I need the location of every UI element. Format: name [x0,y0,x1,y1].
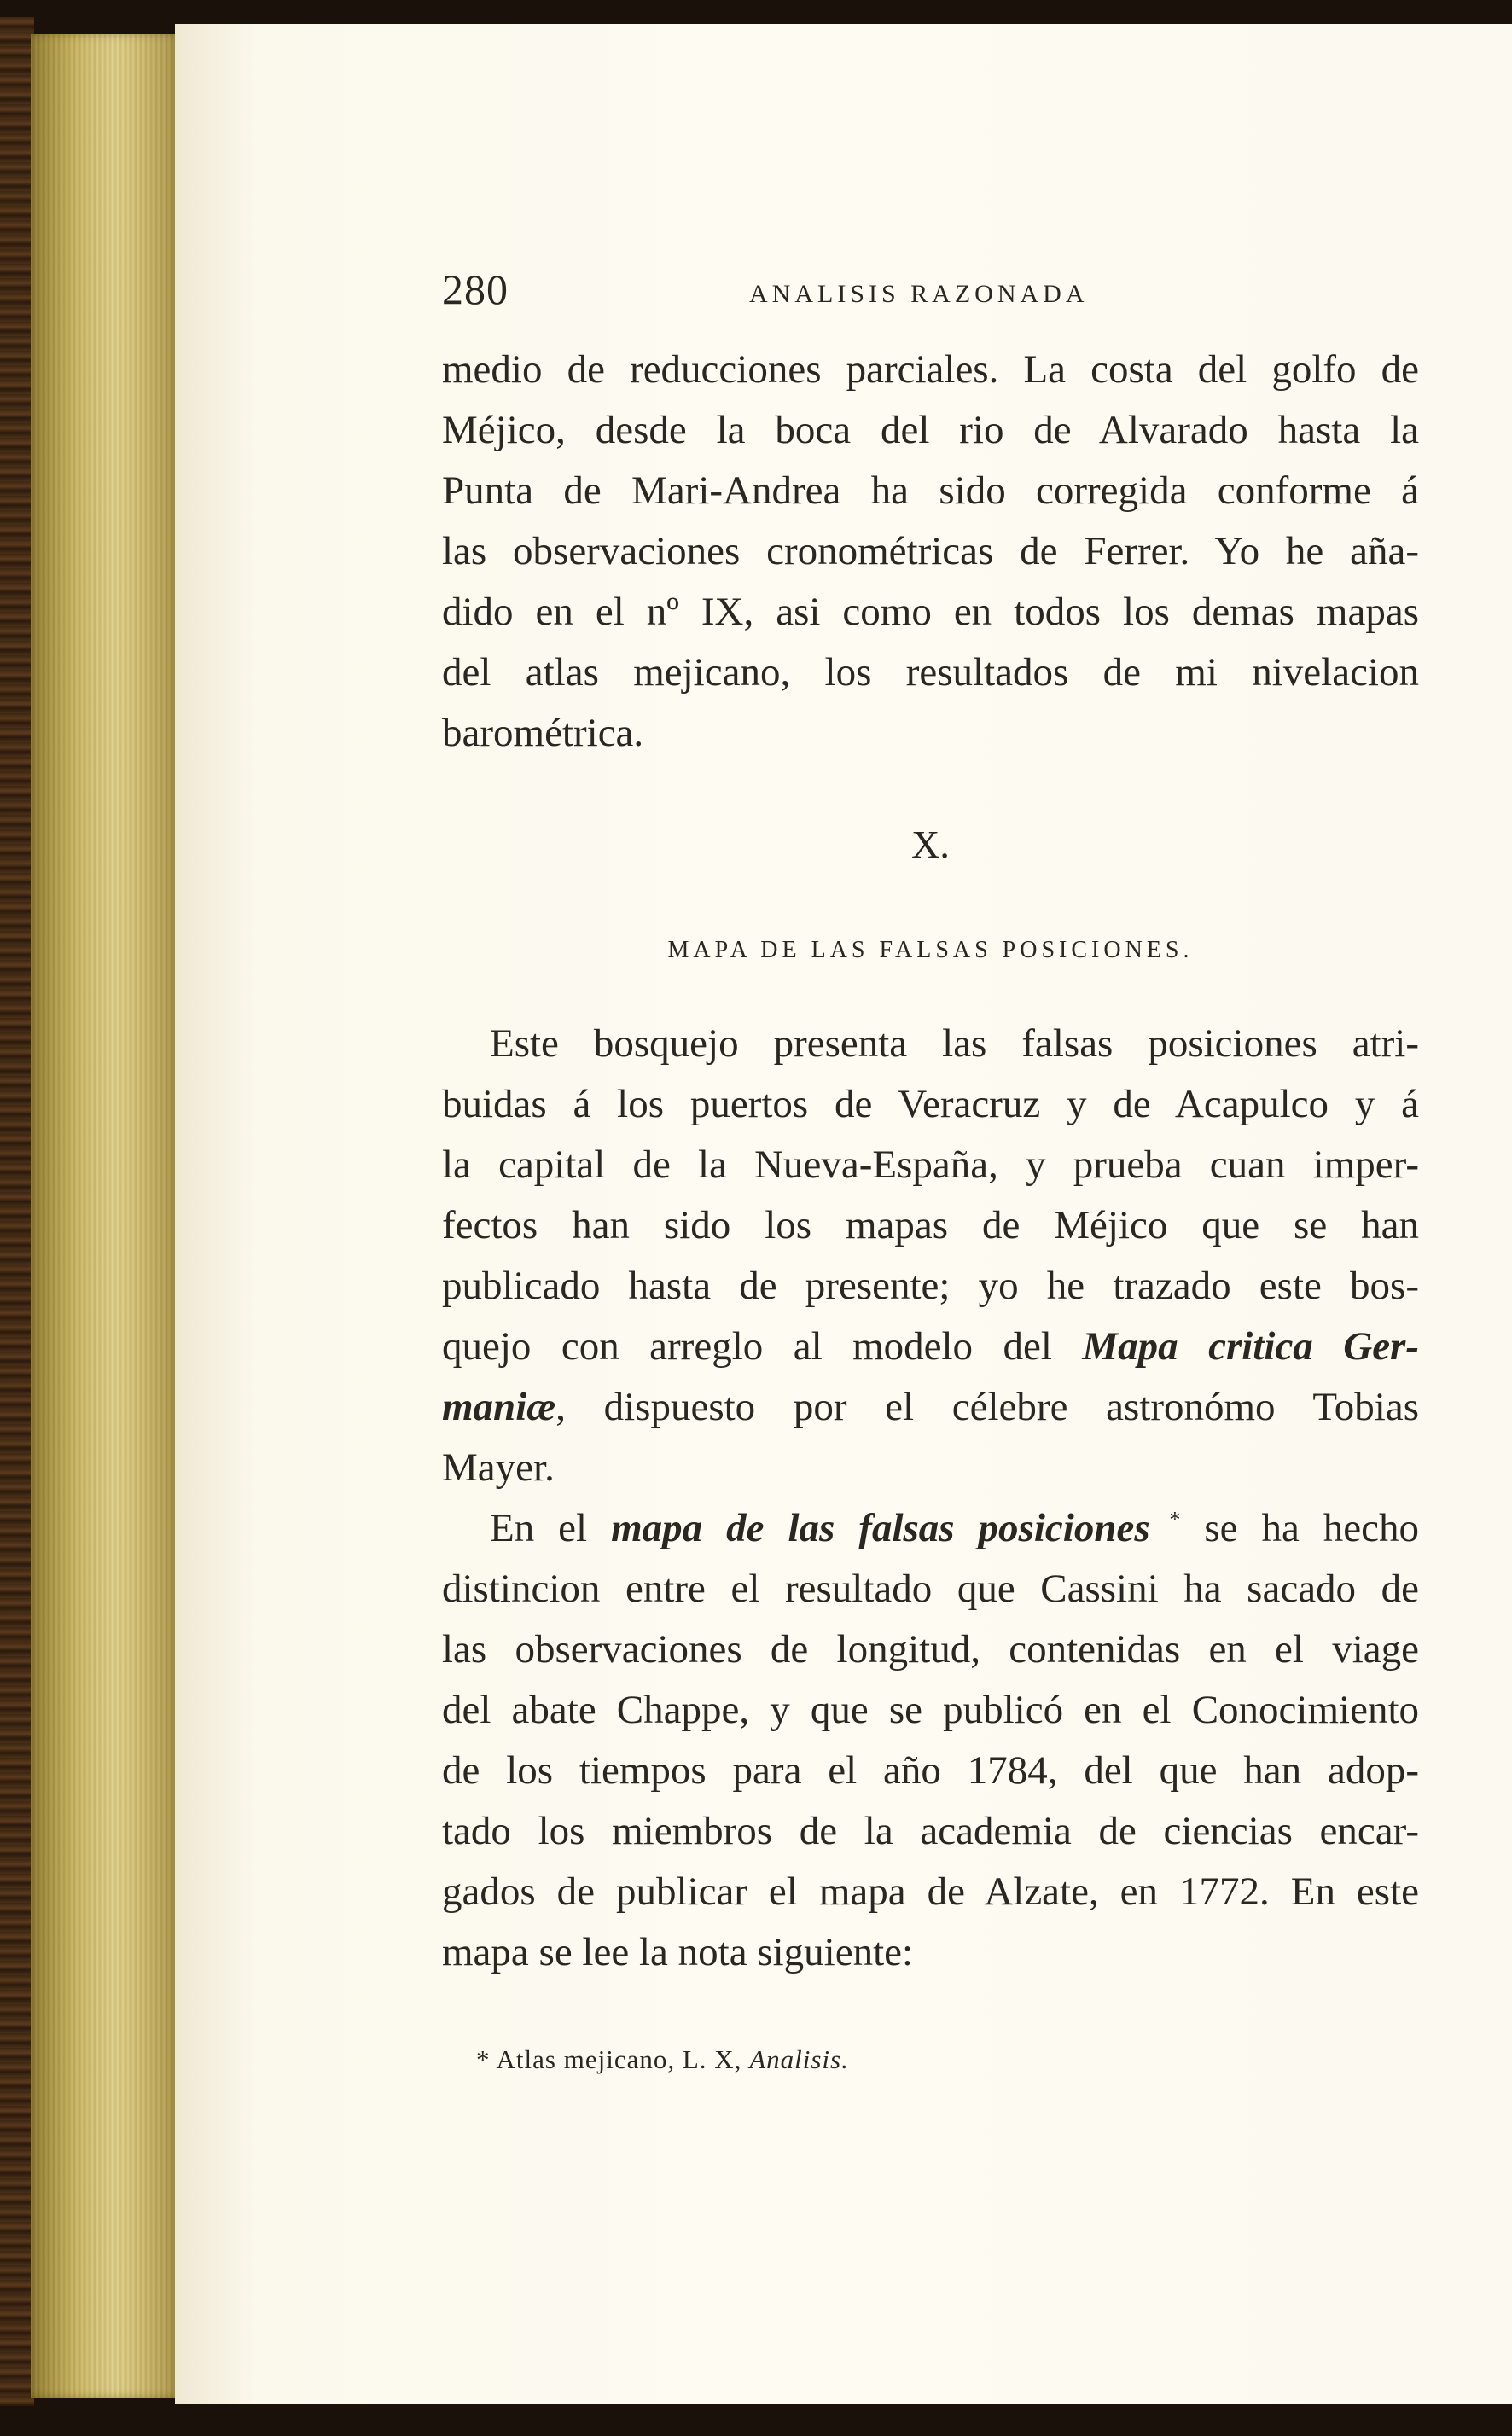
text-run: quejo con arreglo al modelo del [442,1324,1083,1369]
text-line: publicado hasta de presente; yo he trazado este bos- [442,1264,1419,1308]
text-line: tado los miembros de la academia de ciencias encar- [442,1809,1419,1853]
text-line [490,1498,1419,1558]
footnote-mark: * [1149,1507,1181,1532]
footnote-mark: * [476,2044,497,2074]
text-run: , dispuesto por el célebre astronómo Tobias [555,1385,1419,1429]
text-line: distincion entre el resultado que Cassini ha sacado de [442,1567,1419,1611]
footnote-italic: Analisis. [749,2044,849,2074]
text-line: de los tiempos para el año 1784, del que han adop- [442,1748,1419,1793]
text-line: del abate Chappe, y que se publicó en el Conocimiento [442,1688,1419,1732]
text-line: barométrica. [442,711,644,755]
text-line: dido en el nº IX, asi como en todos los demas mapas [442,590,1419,634]
leather-binding [0,17,34,2406]
text-line [442,1377,1419,1437]
text-line: Punta de Mari-Andrea ha sido corregida conforme á [442,468,1419,513]
section-number: X. [911,823,950,866]
book-page [175,24,1512,2404]
text-line: fectos han sido los mapas de Méjico que se han [442,1203,1419,1247]
text-line: mapa se lee la nota siguiente: [442,1930,914,1974]
footnote [476,2044,849,2075]
text-line: gados de publicar el mapa de Alzate, en 1772. En este [442,1869,1419,1914]
text-line: Este bosquejo presenta las falsas posiciones atri- [490,1021,1419,1066]
map-title-italic: mapa de las falsas posiciones [611,1506,1150,1550]
text-line: las observaciones cronométricas de Ferrer. Yo he aña- [442,529,1419,573]
text-line: medio de reducciones parciales. La costa del golfo de [442,347,1419,392]
gilt-page-edges [31,34,181,2398]
section-title: MAPA DE LAS FALSAS POSICIONES. [667,937,1194,963]
map-title-italic: Mapa critica Ger- [1082,1324,1419,1369]
footnote-text: Atlas mejicano, L. X, [496,2044,750,2074]
text-line: las observaciones de longitud, contenidas en el viage [442,1627,1419,1671]
running-head [442,247,1512,324]
text-line: buidas á los puertos de Veracruz y de Acapulco y á [442,1082,1419,1126]
running-title: ANALISIS RAZONADA [749,280,1089,308]
text-run: En el [490,1506,612,1550]
map-title-italic: maniæ [442,1385,556,1429]
text-line: del atlas mejicano, los resultados de mi nivelacion [442,650,1419,695]
page-number: 280 [442,265,509,313]
text-line: Méjico, desde la boca del rio de Alvarado hasta la [442,408,1419,452]
text-run: se ha hecho [1180,1506,1420,1550]
text-line: Mayer. [442,1445,555,1490]
text-line [442,1317,1419,1376]
text-line: la capital de la Nueva-España, y prueba cuan imper- [442,1142,1419,1187]
